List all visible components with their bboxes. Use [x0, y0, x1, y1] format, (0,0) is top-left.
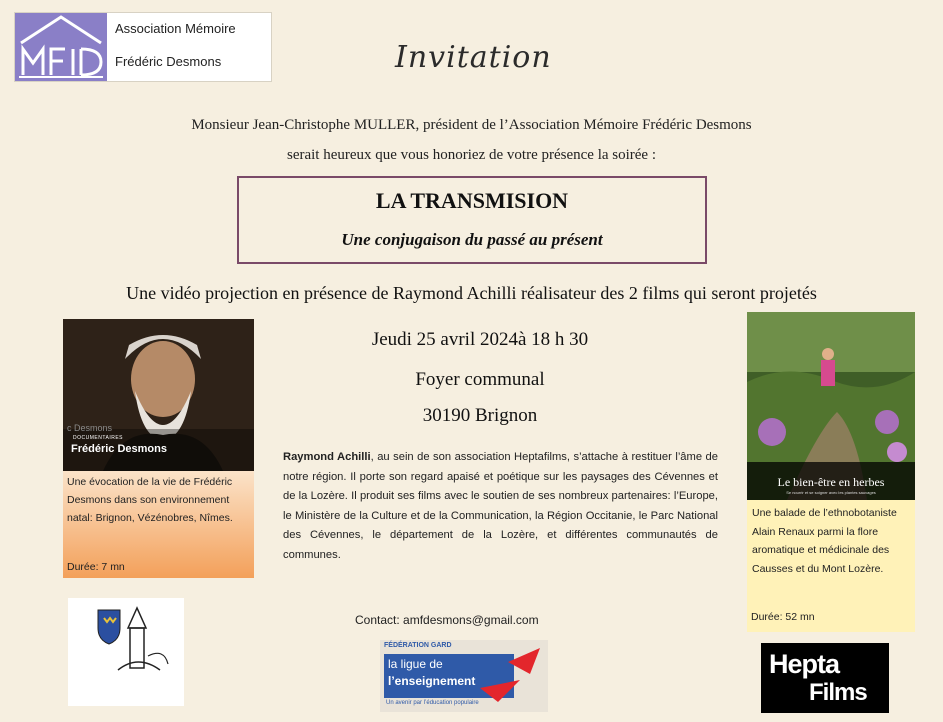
- event-title: LA TRANSMISION: [375, 188, 569, 213]
- event-date: Jeudi 25 avril 2024à 18 h 30: [371, 329, 589, 350]
- amfd-monogram-icon: [15, 13, 107, 81]
- hepta-line1: Hepta: [769, 649, 840, 679]
- brignon-crest-icon: [68, 598, 184, 706]
- poster-tag: DOCUMENTAIRES: [73, 435, 124, 441]
- poster-title: Frédéric Desmons: [71, 443, 167, 455]
- film-left-duration: Durée: 7 mn: [67, 561, 125, 573]
- bio-name: Raymond Achilli: [283, 451, 371, 463]
- event-subtitle: Une conjugaison du passé au présent: [341, 230, 603, 249]
- poster-small-text: c Desmons: [67, 423, 113, 433]
- ligue-federation: FÉDÉRATION GARD: [384, 642, 452, 649]
- poster-right-subtitle: Se nourrir et se soigner avec les plantes sauvages: [786, 490, 876, 495]
- amfd-logo-mark: [15, 13, 107, 81]
- ligue-line2: l’enseignement: [388, 674, 476, 688]
- event-venue: Foyer communal: [415, 369, 545, 390]
- film-right-description: Une balade de l’ethnobotaniste Alain Renaux parmi la flore aromatique et médicinale des Causses et du Mont Lozère.: [752, 507, 897, 575]
- poster-right-title: Le bien-être en herbes: [777, 475, 885, 489]
- bio-text: , au sein de son association Heptafilms, s’attache à restituer l’âme de notre région. Il porte son regard apaisé et poétique sur les paysages des Cévennes et de la Lozère. Il produit ses films avec le soutien de ses nombreux partenaires: l’Europe, le Ministère de la Culture et de la Communication, la Région Occitanie, le Parc National des Cévennes, le département de la Lozère, et différentes communautés de communes.: [283, 451, 718, 561]
- director-bio: [283, 448, 718, 565]
- logo-line-2: Frédéric Desmons: [115, 54, 222, 69]
- contact-line: Contact: amfdesmons@gmail.com: [355, 613, 539, 627]
- ligue-tagline: Un avenir par l’éducation populaire: [386, 700, 479, 706]
- intro-line-1: Monsieur Jean-Christophe MULLER, président de l’Association Mémoire Frédéric Desmons: [191, 117, 752, 133]
- hepta-line2: Films: [809, 679, 867, 706]
- film-poster-herbes: [747, 312, 915, 500]
- film-poster-desmons: [63, 319, 254, 471]
- commune-brignon-logo: [68, 598, 184, 706]
- event-city: 30190 Brignon: [422, 405, 538, 426]
- video-projection-line: Une vidéo projection en présence de Raymond Achilli réalisateur des 2 films qui seront projetés: [126, 283, 817, 303]
- ligue-enseignement-logo: [380, 640, 548, 712]
- intro-line-2: serait heureux que vous honoriez de votre présence la soirée :: [286, 147, 657, 163]
- film-left-description: Une évocation de la vie de Frédéric Desmons dans son environnement natal: Brignon, Vézénobres, Nîmes.: [67, 476, 233, 524]
- logo-line-1: Association Mémoire: [115, 21, 236, 36]
- association-logo: [14, 12, 272, 82]
- heptafilms-logo: [761, 643, 889, 713]
- ligue-line1: la ligue de: [388, 657, 443, 671]
- invitation-heading: Invitation: [395, 40, 552, 75]
- landscape-image: [747, 312, 915, 500]
- event-title-box: [237, 176, 707, 264]
- film-right-duration: Durée: 52 mn: [751, 611, 815, 623]
